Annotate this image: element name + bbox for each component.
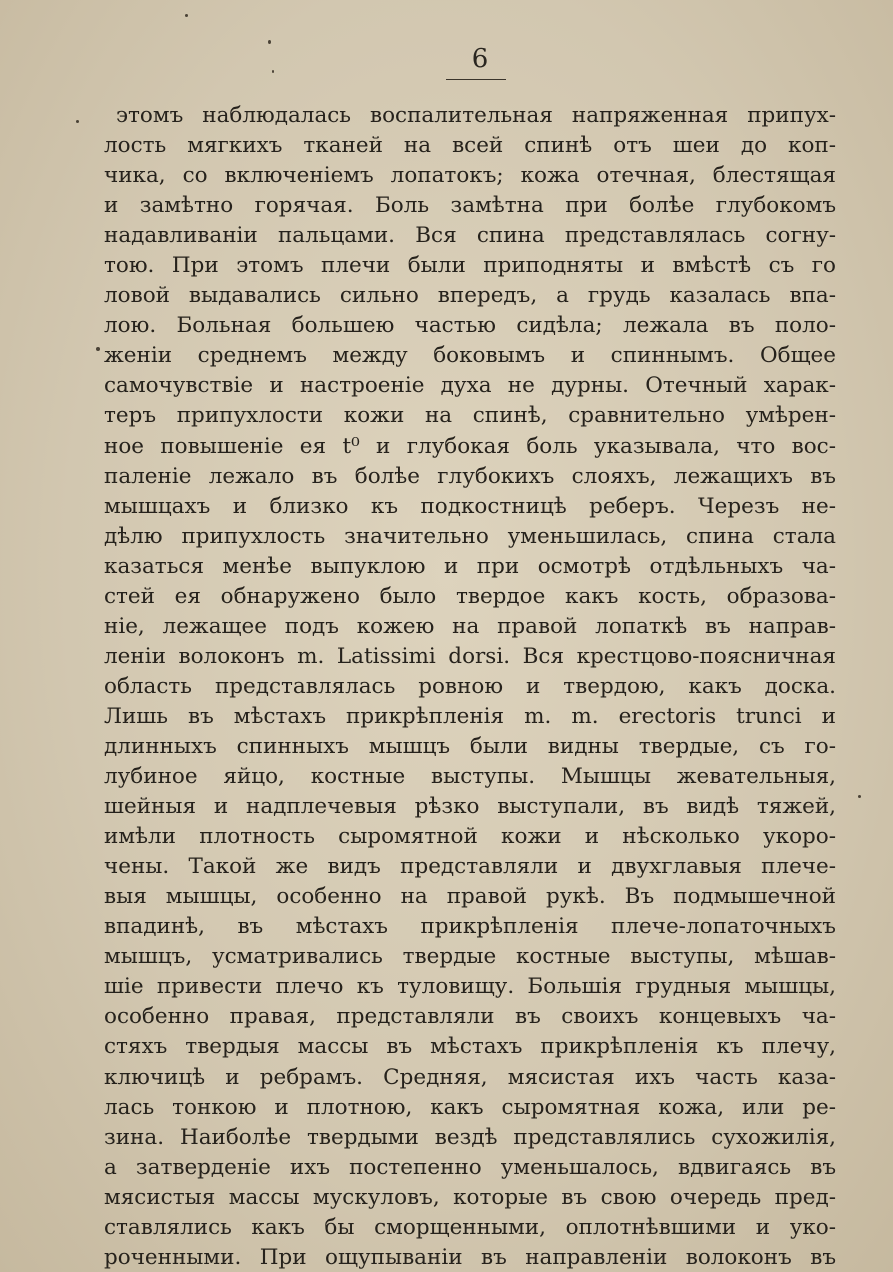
text-line: самочувствiе и настроенiе духа не дурны. Отечный харак- (104, 373, 836, 399)
text-line: стей ея обнаружено было твердое какъ кость, образова- (104, 583, 836, 609)
text-line: женiи среднемъ между боковымъ и спиннымъ. Общее (104, 343, 836, 369)
text-line: и замѣтно горячая. Боль замѣтна при болѣе глубокомъ (104, 193, 836, 219)
text-line: паленiе лежало въ болѣе глубокихъ слояхъ, лежащихъ въ (104, 463, 836, 489)
text-line: ловой выдавались сильно впередъ, а грудь казалась впа- (104, 283, 836, 309)
page-number: 6 (471, 44, 489, 74)
text-line: лась тонкою и плотною, какъ сыромятная кожа, или ре- (104, 1094, 836, 1120)
text-line: лою. Больная большею частью сидѣла; лежала въ поло- (104, 313, 836, 339)
paper-speck (76, 120, 79, 123)
text-line: область представлялась ровною и твердою, какъ доска. (104, 673, 836, 699)
text-line: ленiи волоконъ m. Latissimi dorsi. Вся крестцово-поясничная (104, 643, 836, 669)
text-line: чены. Такой же видъ представляли и двухглавыя плече- (104, 854, 836, 880)
text-line: тою. При этомъ плечи были приподняты и вмѣстѣ съ го (104, 253, 836, 279)
text-line: а затверденiе ихъ постепенно уменьшалось, вдвигаясь въ (104, 1154, 836, 1180)
text-line: шiе привести плечо къ туловищу. Большiя грудныя мышцы, (104, 974, 836, 1000)
text-line: чика, со включенiемъ лопатокъ; кожа отечная, блестящая (104, 163, 836, 189)
text-line: мясистыя массы мускуловъ, которые въ свою очередь пред- (104, 1184, 836, 1210)
text-line: ное повышенiе ея t⁰ и глубокая боль указывала, что вос- (104, 433, 836, 459)
text-line: мышцахъ и близко къ подкостницѣ реберъ. Черезъ не- (104, 493, 836, 519)
text-line: особенно правая, представляли въ своихъ концевыхъ ча- (104, 1004, 836, 1030)
text-line: теръ припухлости кожи на спинѣ, сравнительно умѣрен- (104, 403, 836, 429)
text-line: дѣлю припухлость значительно уменьшилась, спина стала (104, 523, 836, 549)
text-line: длинныхъ спинныхъ мышцъ были видны твердые, съ го- (104, 733, 836, 759)
paper-speck (268, 40, 271, 44)
text-line: лость мягкихъ тканей на всей спинѣ отъ шеи до коп- (104, 133, 836, 159)
text-line: этомъ наблюдалась воспалительная напряженная припух- (116, 103, 836, 128)
text-line: зина. Наиболѣе твердыми вездѣ представлялись сухожилiя, (104, 1124, 836, 1150)
text-line: шейныя и надплечевыя рѣзко выступали, въ видѣ тяжей, (104, 794, 836, 820)
text-line: нiе, лежащее подъ кожею на правой лопаткѣ въ направ- (104, 613, 836, 639)
paper-speck (272, 70, 274, 73)
text-line: ставлялись какъ бы сморщенными, оплотнѣвшими и уко- (104, 1214, 836, 1240)
text-line: имѣли плотность сыромятной кожи и нѣсколько укоро- (104, 824, 836, 850)
body-text (104, 101, 836, 1272)
paper-speck (96, 347, 100, 351)
text-line: выя мышцы, особенно на правой рукѣ. Въ подмышечной (104, 884, 836, 910)
paper-speck (858, 795, 861, 798)
text-line: роченными. При ощупыванiи въ направленiи волоконъ въ (104, 1244, 836, 1270)
text-line: казаться менѣе выпуклою и при осмотрѣ отдѣльныхъ ча- (104, 553, 836, 579)
page-number-rule (446, 79, 506, 80)
text-line: стяхъ твердыя массы въ мѣстахъ прикрѣпленiя къ плечу, (104, 1034, 836, 1060)
text-line: мышцъ, усматривались твердые костные выступы, мѣшав- (104, 944, 836, 970)
text-line: впадинѣ, въ мѣстахъ прикрѣпленiя плече-лопаточныхъ (104, 914, 836, 940)
text-line: лубиное яйцо, костные выступы. Мышцы жевательныя, (104, 764, 836, 790)
text-line: Лишь въ мѣстахъ прикрѣпленiя m. m. erectoris trunci и (104, 703, 836, 729)
text-line: ключицѣ и ребрамъ. Средняя, мясистая ихъ часть каза- (104, 1064, 836, 1090)
text-line: надавливанiи пальцами. Вся спина представлялась согну- (104, 223, 836, 249)
paper-speck (185, 14, 188, 17)
